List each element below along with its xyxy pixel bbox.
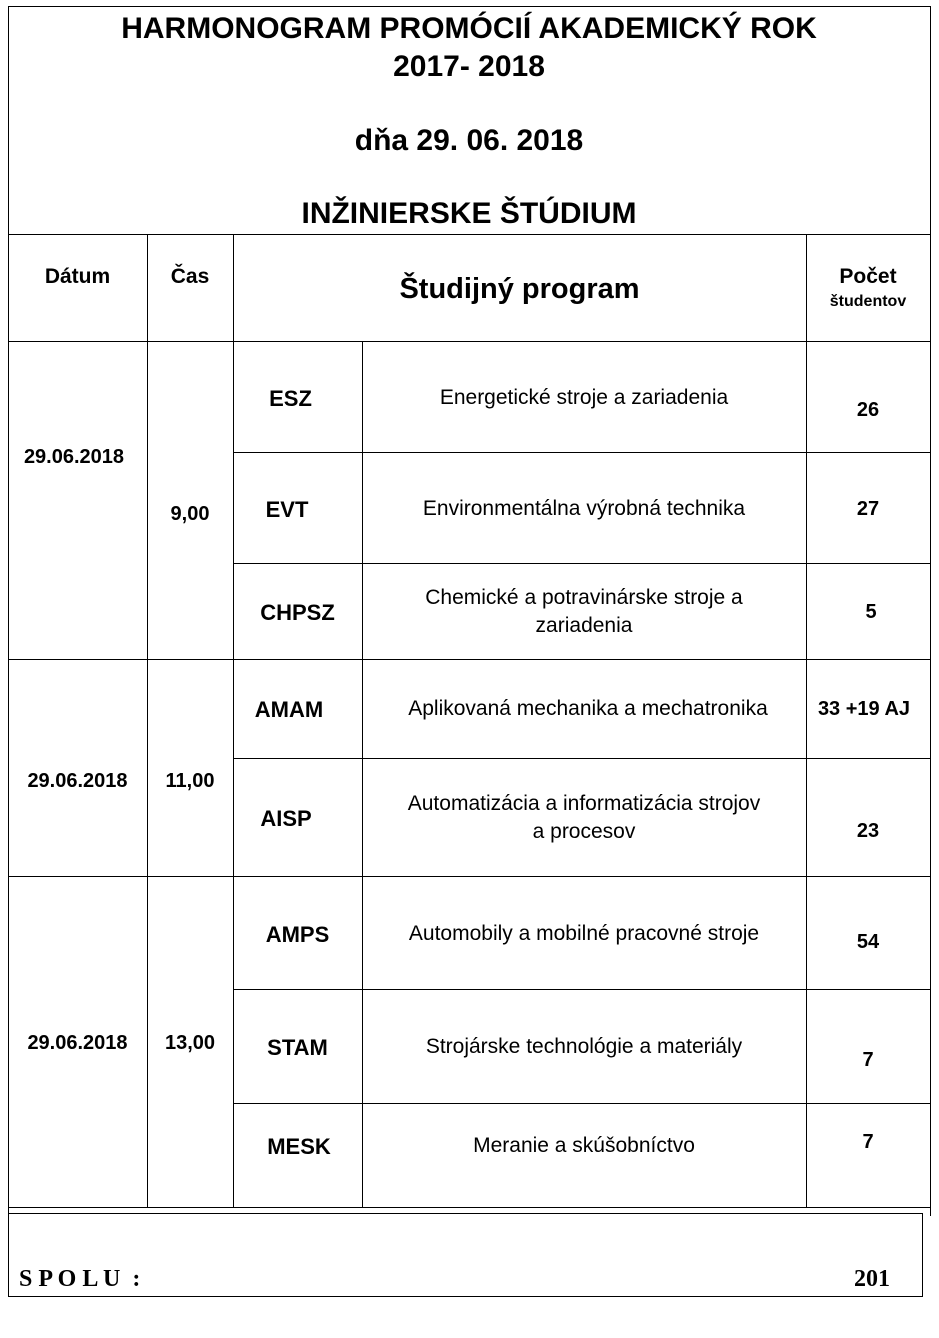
study-type: INŽINIERSKE ŠTÚDIUM — [301, 197, 637, 230]
total-label: S P O L U : — [19, 1266, 141, 1292]
table-row-program: Strojárske technológie a materiály — [425, 1035, 743, 1058]
table-row-program: Automatizácia a informatizácia strojov — [407, 792, 761, 815]
group-3-time: 13,00 — [164, 1032, 216, 1054]
group-2-time: 11,00 — [165, 770, 215, 792]
table-row-program: Aplikovaná mechanika a mechatronika — [408, 697, 768, 720]
table-row-program-line-2: a procesov — [532, 820, 636, 843]
table-row-code: AISP — [260, 806, 312, 831]
table-row-program: Environmentálna výrobná technika — [422, 497, 746, 520]
table-row-count: 27 — [856, 498, 880, 520]
group-2-date: 29.06.2018 — [27, 770, 128, 792]
table-row-program: Energetické stroje a zariadenia — [439, 386, 729, 409]
group-3-date: 29.06.2018 — [27, 1032, 128, 1054]
table-row-code: EVT — [265, 497, 309, 522]
header-date: Dátum — [44, 265, 111, 288]
header-time: Čas — [170, 265, 210, 288]
table-row-count: 23 — [856, 820, 880, 842]
table-row-count: 26 — [856, 399, 880, 421]
group-1-date: 29.06.2018 — [23, 446, 125, 468]
table-row-count: 54 — [856, 931, 880, 953]
header-count-line-1: Počet — [839, 265, 897, 288]
table-row-code: AMPS — [265, 922, 330, 947]
ceremony-date: dňa 29. 06. 2018 — [354, 124, 584, 157]
table-row-code: ESZ — [269, 386, 312, 411]
table-row-program: Automobily a mobilné pracovné stroje — [408, 922, 760, 945]
title-line-1: HARMONOGRAM PROMÓCIÍ AKADEMICKÝ ROK — [121, 12, 817, 45]
header-count-line-2: študentov — [829, 293, 907, 310]
table-row-count: 5 — [865, 601, 877, 623]
table-row-program: Chemické a potravinárske stroje a — [425, 586, 743, 609]
header-program: Študijný program — [399, 273, 640, 305]
table-row-program-line-2: zariadenia — [535, 614, 633, 637]
title-line-2: 2017- 2018 — [393, 50, 545, 83]
table-row-count: 7 — [862, 1049, 874, 1071]
table-row-code: STAM — [267, 1035, 328, 1060]
table-row-count: 33 +19 AJ — [817, 698, 911, 720]
table-row-count: 7 — [862, 1131, 874, 1153]
table-row-code: MESK — [267, 1134, 331, 1159]
group-1-time: 9,00 — [170, 503, 210, 525]
total-value: 201 — [854, 1266, 890, 1292]
table-row-code: AMAM — [254, 697, 324, 722]
table-row-code: CHPSZ — [260, 600, 335, 625]
table-row-program: Meranie a skúšobníctvo — [473, 1134, 695, 1157]
